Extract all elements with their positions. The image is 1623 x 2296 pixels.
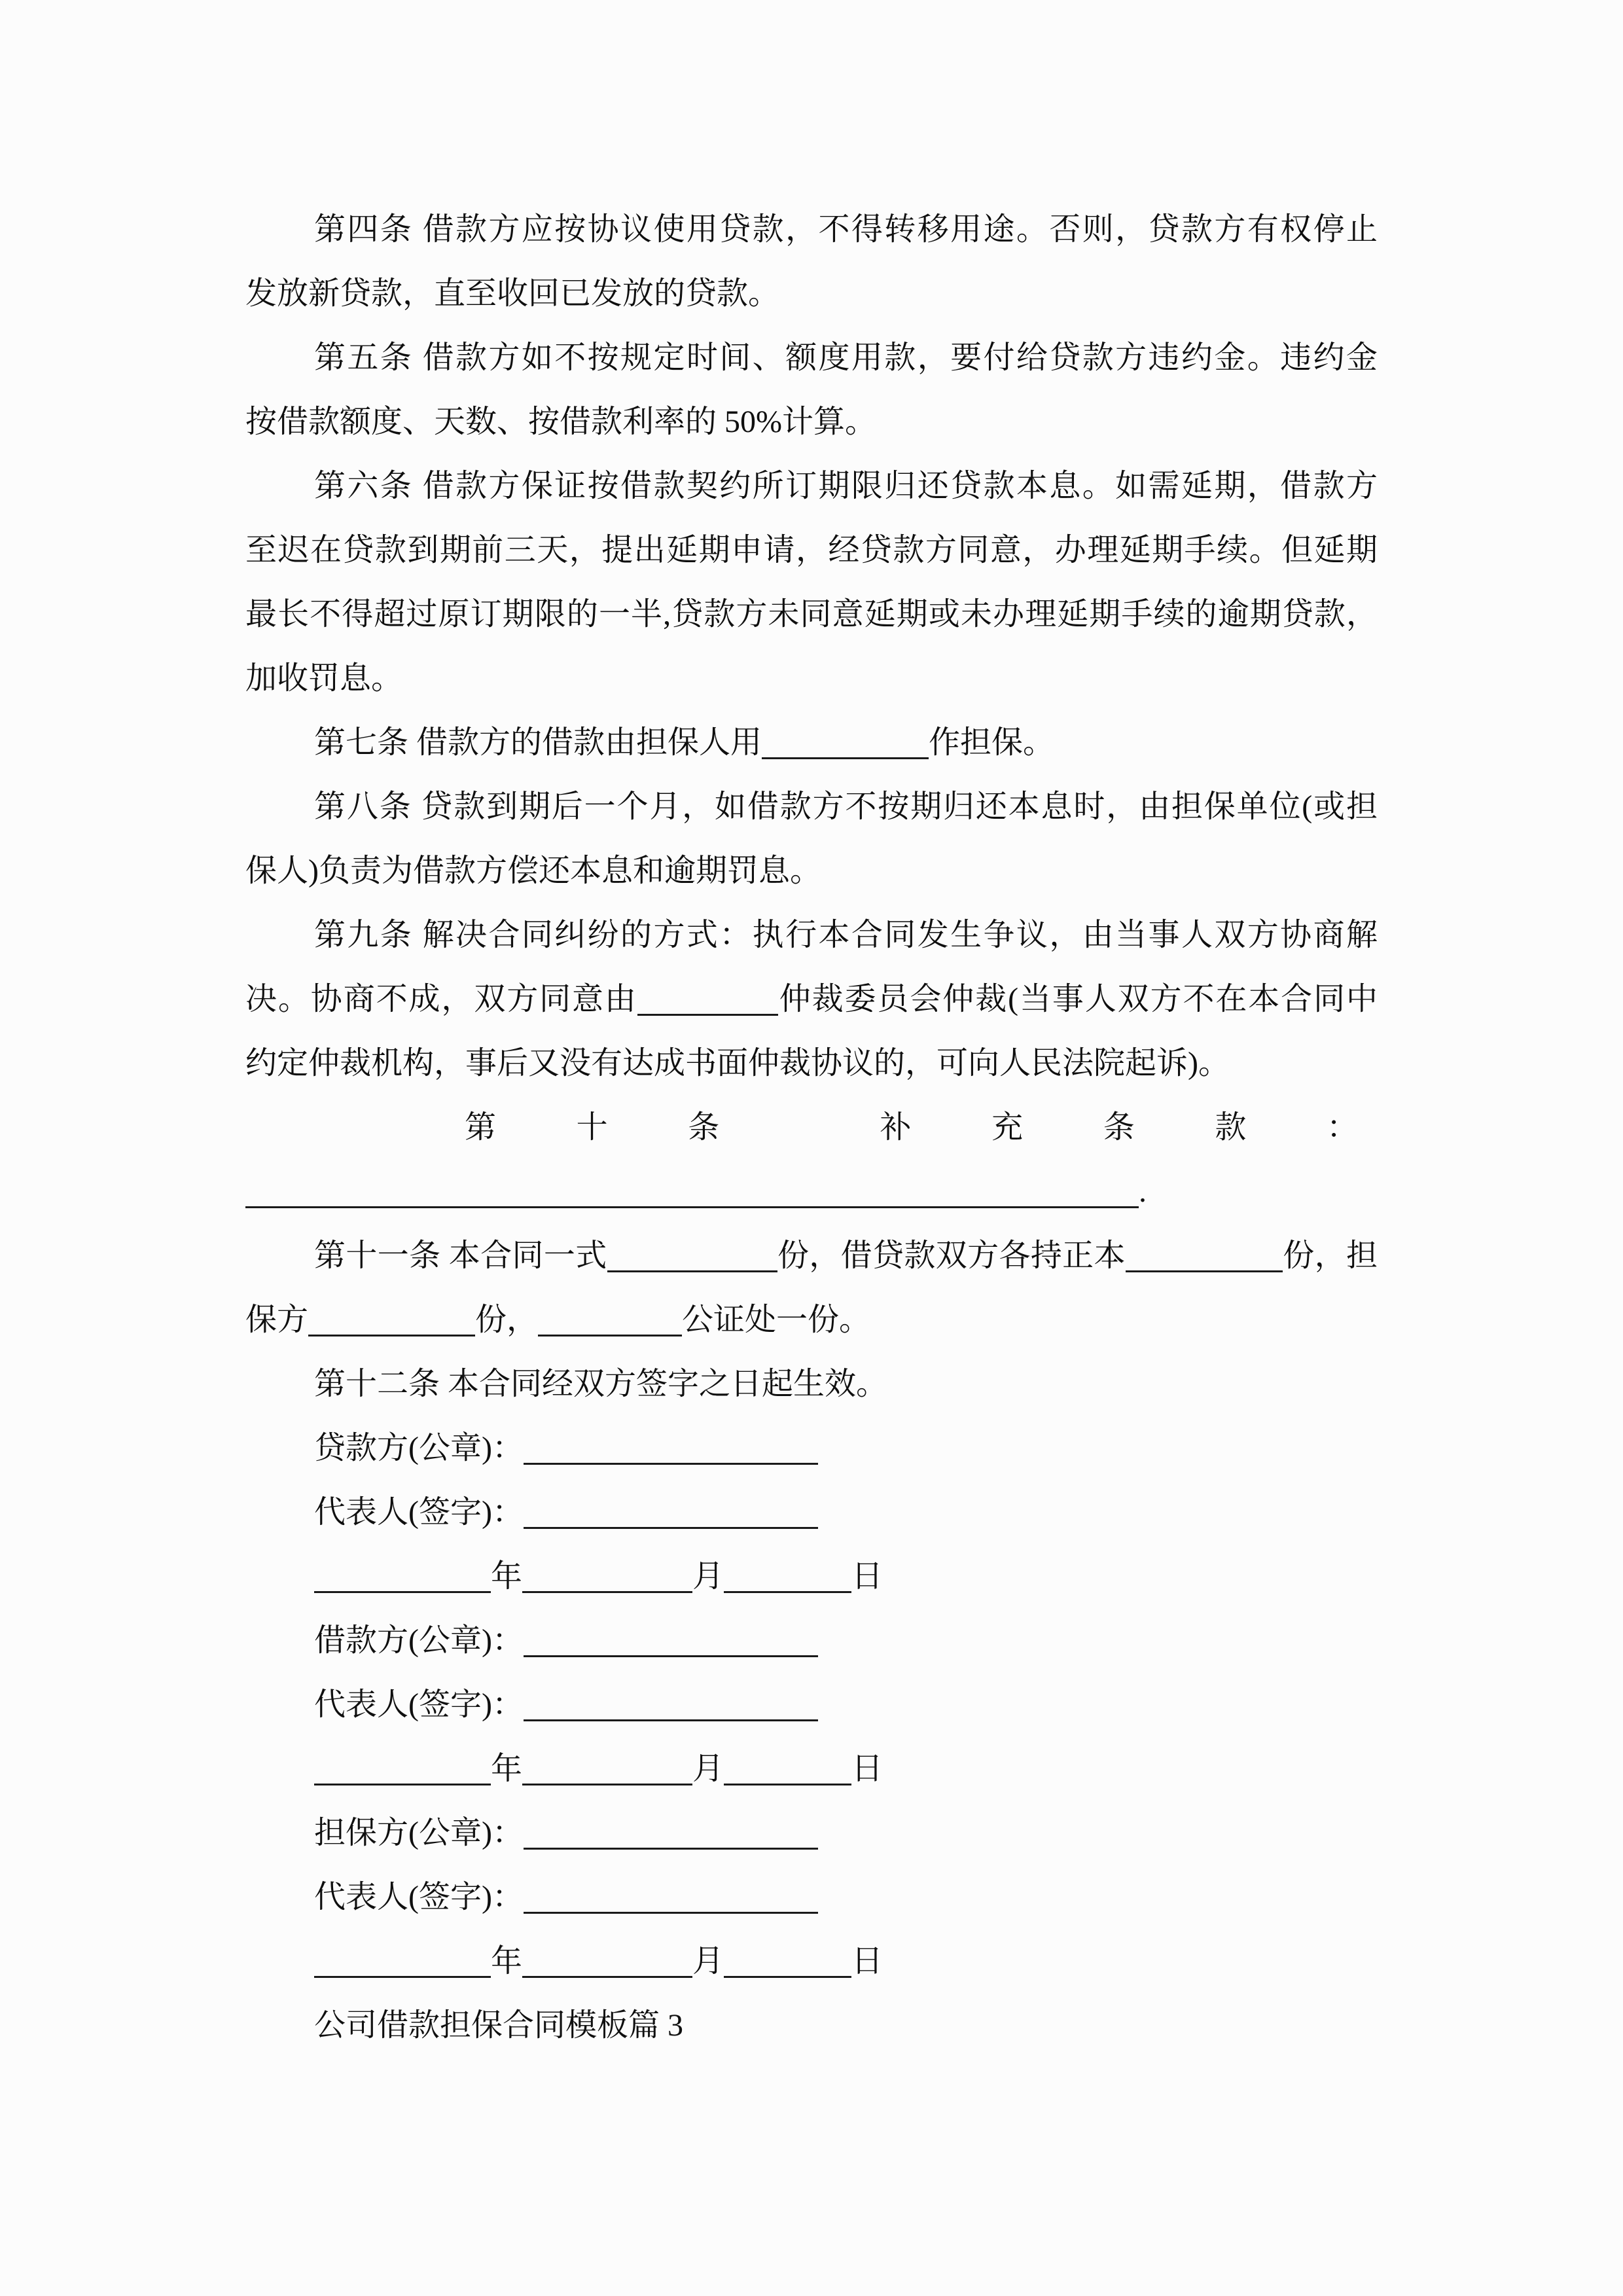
blank-underline <box>245 1206 1139 1208</box>
guarantor-representative-line <box>245 1865 1378 1929</box>
guarantor-date-line <box>245 1929 1378 1994</box>
blank-underline <box>522 1590 692 1593</box>
clause-4-line-1 <box>245 198 1378 262</box>
blank-underline <box>607 1270 777 1272</box>
text-run: 份，担 <box>1282 1238 1378 1273</box>
distributed-char: 十 <box>576 1110 608 1145</box>
clause-10-heading <box>465 1096 1358 1160</box>
document-content <box>245 198 1378 2058</box>
text-run: 约定仲裁机构，事后又没有达成书面仲裁协议的，可向人民法院起诉)。 <box>245 1046 1230 1081</box>
clause-9-line-2 <box>245 967 1378 1031</box>
text-run: 日 <box>851 1559 883 1594</box>
distributed-char: 条 <box>688 1110 720 1145</box>
text-run: 第五条 借款方如不按规定时间、额度用款，要付给贷款方违约金。违约金 <box>314 340 1378 375</box>
blank-underline <box>524 1462 818 1465</box>
clause-6-line-4 <box>245 647 1378 711</box>
text-run: 第十一条 本合同一式 <box>314 1238 607 1273</box>
text-run: 代表人(签字)： <box>314 1880 524 1914</box>
clause-6-line-1 <box>245 454 1378 518</box>
text-run: 份， <box>475 1302 539 1337</box>
clause-11-line-2 <box>245 1288 1378 1352</box>
text-run: 作担保。 <box>929 725 1055 760</box>
text-run: 至迟在贷款到期前三天，提出延期申请，经贷款方同意，办理延期手续。但延期 <box>245 533 1378 567</box>
distributed-char: 款 <box>1215 1110 1247 1145</box>
clause-8-line-1 <box>245 775 1378 839</box>
distributed-char: 充 <box>991 1110 1024 1145</box>
text-run: 担保方(公章)： <box>314 1816 524 1850</box>
guarantor-seal-line <box>245 1801 1378 1865</box>
text-run: 日 <box>851 1751 883 1786</box>
borrower-seal-line <box>245 1609 1378 1673</box>
text-run: 发放新贷款，直至收回已发放的贷款。 <box>245 276 780 311</box>
text-run: 按借款额度、天数、按借款利率的 50%计算。 <box>245 404 876 439</box>
blank-underline <box>538 1334 682 1336</box>
lender-representative-line <box>245 1480 1378 1545</box>
next-template-heading <box>245 1994 1378 2058</box>
blank-underline <box>1126 1270 1283 1272</box>
borrower-representative-line <box>245 1673 1378 1737</box>
text-run: 第四条 借款方应按协议使用贷款，不得转移用途。否则，贷款方有权停止 <box>314 212 1378 247</box>
blank-underline <box>724 1783 851 1785</box>
text-run: 代表人(签字)： <box>314 1687 524 1722</box>
distributed-char: ： <box>1326 1110 1358 1145</box>
text-run: 第六条 借款方保证按借款契约所订期限归还贷款本息。如需延期，借款方 <box>314 469 1378 503</box>
text-run: 月 <box>692 1944 724 1979</box>
lender-seal-line <box>245 1416 1378 1480</box>
blank-underline <box>524 1911 818 1914</box>
text-run: 保人)负责为借款方偿还本息和逾期罚息。 <box>245 853 821 888</box>
text-run: 月 <box>692 1559 724 1594</box>
clause-6-line-2 <box>245 518 1378 583</box>
clause-7-line-1 <box>245 711 1378 775</box>
clause-4-line-2 <box>245 262 1378 326</box>
clause-11-line-1 <box>245 1224 1378 1288</box>
blank-underline <box>522 1975 692 1978</box>
text-run: 公司借款担保合同模板篇 3 <box>314 2008 684 2043</box>
text-run: 仲裁委员会仲裁(当事人双方不在本合同中 <box>777 982 1378 1016</box>
blank-underline <box>524 1526 818 1529</box>
blank-underline <box>724 1590 851 1593</box>
text-run: 决。协商不成，双方同意由 <box>245 982 637 1016</box>
borrower-date-line <box>245 1737 1378 1801</box>
blank-underline <box>762 757 929 759</box>
text-run: 最长不得超过原订期限的一半,贷款方未同意延期或未办理延期手续的逾期贷款， <box>245 597 1378 632</box>
blank-underline <box>314 1975 491 1978</box>
clause-8-line-2 <box>245 839 1378 903</box>
distributed-char: 第 <box>465 1110 497 1145</box>
clause-5-line-2 <box>245 390 1378 454</box>
text-run: 保方 <box>245 1302 309 1337</box>
text-run: 公证处一份。 <box>682 1302 871 1337</box>
text-run: 日 <box>851 1944 883 1979</box>
blank-underline <box>308 1334 475 1336</box>
text-run: 借款方(公章)： <box>314 1623 524 1658</box>
text-run: 年 <box>491 1944 523 1979</box>
text-run: 年 <box>491 1559 523 1594</box>
text-run: 代表人(签字)： <box>314 1495 524 1530</box>
text-run: 份，借贷款双方各持正本 <box>777 1238 1126 1273</box>
text-run: 第九条 解决合同纠纷的方式：执行本合同发生争议，由当事人双方协商解 <box>314 918 1378 952</box>
text-run: 第十二条 本合同经双方签字之日起生效。 <box>314 1367 888 1401</box>
blank-underline <box>522 1783 692 1785</box>
clause-5-line-1 <box>245 326 1378 390</box>
text-run: 第七条 借款方的借款由担保人用 <box>314 725 762 760</box>
text-run: . <box>1139 1174 1147 1209</box>
blank-underline <box>524 1847 818 1850</box>
clause-6-line-3 <box>245 583 1378 647</box>
blank-underline <box>724 1975 851 1978</box>
distributed-char: 条 <box>1103 1110 1135 1145</box>
text-run: 月 <box>692 1751 724 1786</box>
text-run: 加收罚息。 <box>245 661 403 696</box>
clause-9-line-1 <box>245 903 1378 967</box>
text-run: 贷款方(公章)： <box>314 1431 524 1465</box>
clause-10-blank-line <box>245 1160 1378 1224</box>
text-run: 第八条 贷款到期后一个月，如借款方不按期归还本息时，由担保单位(或担 <box>314 789 1378 824</box>
clause-12-line-1 <box>245 1352 1378 1416</box>
clause-9-line-3 <box>245 1031 1378 1096</box>
blank-underline <box>314 1783 491 1785</box>
blank-underline <box>524 1719 818 1721</box>
blank-underline <box>314 1590 491 1593</box>
blank-underline <box>524 1655 818 1657</box>
distributed-char: 补 <box>880 1110 912 1145</box>
blank-underline <box>637 1013 778 1016</box>
text-run: 年 <box>491 1751 523 1786</box>
lender-date-line <box>245 1545 1378 1609</box>
